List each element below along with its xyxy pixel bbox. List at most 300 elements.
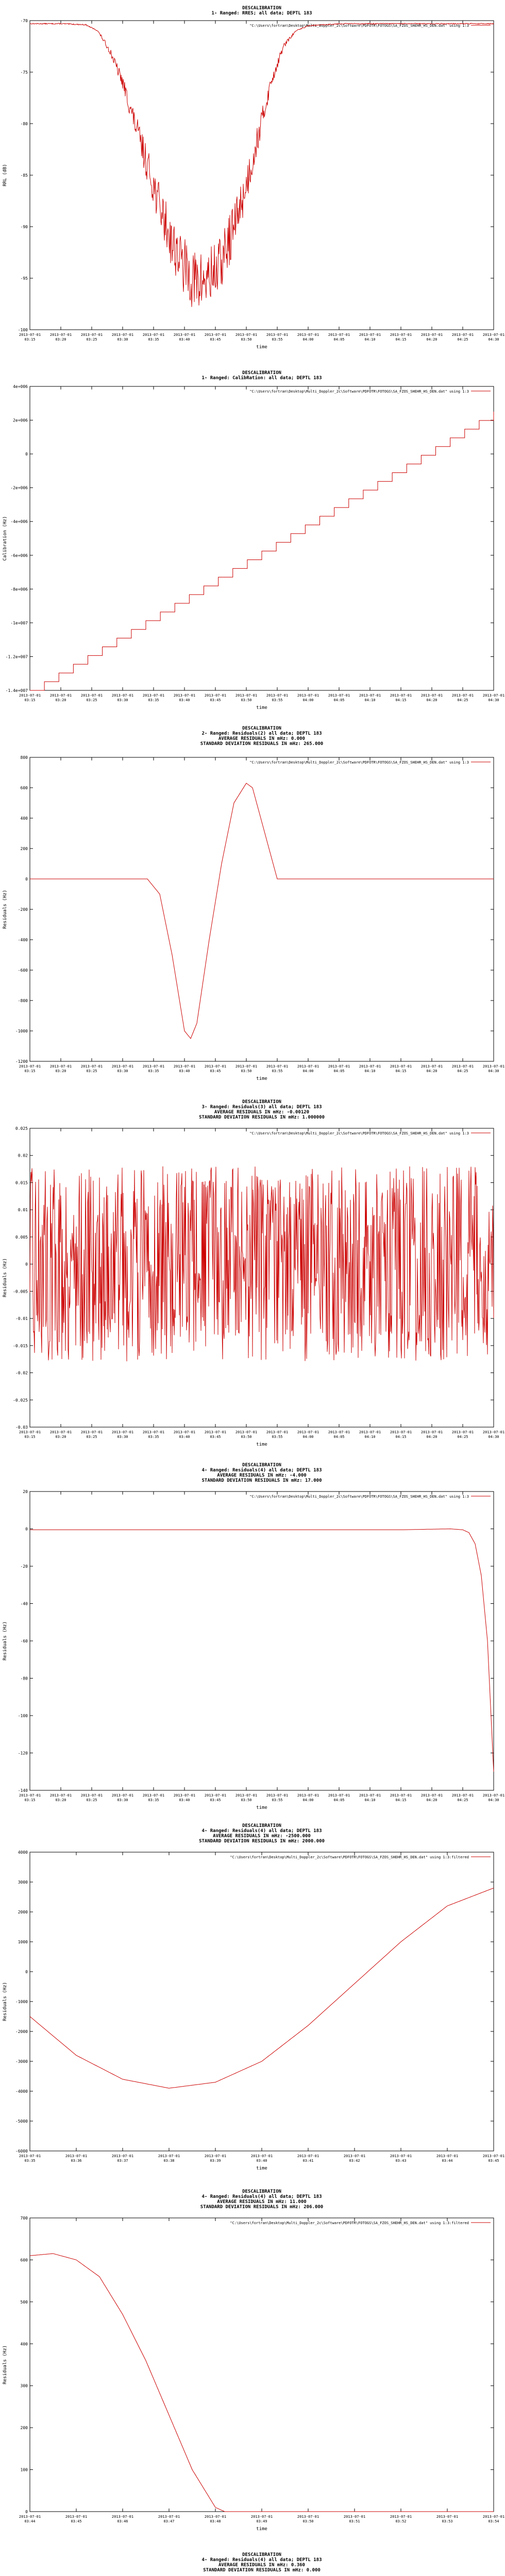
x-tick-label: 03:46 — [117, 2519, 128, 2523]
x-tick-label: 03:37 — [117, 2159, 128, 2163]
y-tick-label: -1200 — [15, 1059, 28, 1064]
x-tick-label: 2013-07-01 — [297, 2154, 319, 2158]
x-tick-label: 2013-07-01 — [482, 1064, 505, 1069]
y-tick-label: 500 — [20, 2299, 28, 2304]
chart-title-line: DESCALIBRATION — [242, 2552, 281, 2557]
x-tick-label: 2013-07-01 — [142, 1430, 165, 1434]
x-tick-label: 04:05 — [333, 1435, 345, 1439]
x-tick-label: 03:25 — [86, 337, 97, 342]
x-tick-label: 03:49 — [256, 2519, 267, 2523]
y-tick-label: 0 — [25, 1970, 28, 1974]
x-tick-label: 03:20 — [55, 1069, 66, 1073]
y-tick-label: -4000 — [15, 2089, 28, 2094]
y-tick-label: 0 — [25, 2510, 28, 2514]
x-tick-label: 03:35 — [24, 2159, 36, 2163]
x-tick-label: 03:54 — [488, 2519, 499, 2523]
y-tick-label: -3000 — [15, 2059, 28, 2064]
x-tick-label: 03:30 — [117, 1798, 128, 1802]
y-tick-label: 0.015 — [15, 1180, 28, 1185]
x-tick-label: 03:35 — [148, 1435, 159, 1439]
x-tick-label: 04:25 — [457, 337, 468, 342]
y-tick-label: 800 — [20, 755, 28, 760]
x-tick-label: 2013-07-01 — [49, 1793, 72, 1798]
y-tick-label: -6000 — [15, 2149, 28, 2154]
x-tick-label: 2013-07-01 — [328, 1064, 350, 1069]
legend-label: "C:\Users\fortran\Desktop\Multi_Doppler_2c\Software\PDFOTR\FOTOGS\SA_FZOS_SHEHR_HS_DEN.dat" using 1:3 — [249, 1495, 469, 1499]
x-tick-label: 03:44 — [442, 2159, 453, 2163]
y-axis-label: Residuals (Hz) — [3, 1258, 8, 1297]
series-line — [30, 1888, 494, 2089]
x-tick-label: 2013-07-01 — [266, 1430, 289, 1434]
x-tick-label: 03:50 — [302, 2519, 314, 2523]
x-tick-label: 2013-07-01 — [420, 1430, 443, 1434]
chart-title-line: DESCALIBRATION — [242, 6, 281, 11]
x-tick-label: 2013-07-01 — [173, 1793, 196, 1798]
x-tick-label: 2013-07-01 — [420, 1064, 443, 1069]
x-tick-label: 04:10 — [364, 337, 376, 342]
x-tick-label: 03:25 — [86, 1069, 97, 1073]
x-tick-label: 2013-07-01 — [436, 2154, 459, 2158]
x-tick-label: 04:30 — [488, 337, 499, 342]
y-tick-label: -2e+006 — [10, 485, 28, 490]
x-tick-label: 03:45 — [210, 1798, 221, 1802]
legend-label: "C:\Users\fortran\Desktop\Multi_Doppler_2c\Software\PDFOTR\FOTOGS\SA_FZOS_SHEHR_HS_DEN.dat" using 1:3 — [249, 1131, 469, 1136]
y-axis-label: Residuals (Hz) — [3, 1621, 8, 1660]
x-tick-label: 03:40 — [179, 337, 190, 342]
x-tick-label: 03:55 — [272, 1435, 283, 1439]
x-tick-label: 2013-07-01 — [158, 2515, 180, 2519]
x-tick-label: 2013-07-01 — [420, 1793, 443, 1798]
y-tick-label: -600 — [18, 968, 28, 973]
chart-title-line: 4- Ranged: Residuals(4) all data; DEPTL 183 — [201, 1468, 322, 1473]
x-tick-label: 04:10 — [364, 1798, 376, 1802]
x-tick-label: 04:10 — [364, 698, 376, 702]
x-tick-label: 2013-07-01 — [328, 1430, 350, 1434]
x-tick-label: 03:45 — [71, 2519, 82, 2523]
x-tick-label: 04:20 — [426, 337, 437, 342]
x-tick-label: 2013-07-01 — [111, 1430, 134, 1434]
chart-title-line: STANDARD DEVIATION RESIDUALS IN mHz: 206.000 — [200, 2205, 324, 2210]
chart-panel-4 — [3, 1099, 504, 1447]
x-axis-label: time — [256, 705, 267, 710]
x-tick-label: 2013-07-01 — [235, 1064, 258, 1069]
x-tick-label: 2013-07-01 — [19, 2154, 41, 2158]
x-tick-label: 2013-07-01 — [297, 1064, 319, 1069]
x-tick-label: 2013-07-01 — [451, 1064, 474, 1069]
x-axis-label: time — [256, 2527, 267, 2532]
y-tick-label: -80 — [20, 122, 28, 126]
chart-title-line: DESCALIBRATION — [242, 2189, 281, 2194]
legend-label: "C:\Users\fortran\Desktop\Multi_Doppler_2c\Software\PDFOTR\FOTOGS\SA_FZOS_SHEHR_HS_DEN.dat" using 1:3:filtered — [230, 1855, 469, 1859]
x-tick-label: 04:20 — [426, 1798, 437, 1802]
legend-label: "C:\Users\fortran\Desktop\Multi_Doppler_2c\Software\PDFOTR\FOTOGS\SA_FZOS_SHEHR_HS_DEN.dat" using 1:3 — [249, 389, 469, 394]
x-tick-label: 04:00 — [302, 1435, 314, 1439]
x-tick-label: 2013-07-01 — [297, 1793, 319, 1798]
x-tick-label: 2013-07-01 — [173, 693, 196, 698]
x-tick-label: 2013-07-01 — [482, 1430, 505, 1434]
plot-frame — [30, 1852, 494, 2151]
y-tick-label: 300 — [20, 2383, 28, 2388]
x-tick-label: 03:30 — [117, 698, 128, 702]
x-tick-label: 2013-07-01 — [111, 2515, 134, 2519]
x-tick-label: 2013-07-01 — [111, 1064, 134, 1069]
x-tick-label: 04:30 — [488, 1069, 499, 1073]
y-tick-label: -70 — [20, 19, 28, 23]
x-tick-label: 2013-07-01 — [80, 693, 103, 698]
x-tick-label: 2013-07-01 — [235, 333, 258, 337]
y-tick-label: 4e+006 — [13, 384, 28, 389]
chart-title-line: AVERAGE RESIDUALS IN mHz: 0.000 — [218, 736, 305, 741]
chart-title-line: AVERAGE RESIDUALS IN mHz: 11.000 — [217, 2199, 307, 2205]
x-tick-label: 2013-07-01 — [142, 333, 165, 337]
x-tick-label: 2013-07-01 — [49, 1430, 72, 1434]
x-tick-label: 2013-07-01 — [111, 1793, 134, 1798]
y-tick-label: 400 — [20, 2342, 28, 2347]
x-tick-label: 2013-07-01 — [80, 1793, 103, 1798]
x-tick-label: 2013-07-01 — [204, 2515, 227, 2519]
x-tick-label: 03:15 — [24, 698, 36, 702]
x-tick-label: 04:25 — [457, 698, 468, 702]
x-tick-label: 04:05 — [333, 698, 345, 702]
x-tick-label: 2013-07-01 — [19, 333, 41, 337]
y-tick-label: -90 — [20, 225, 28, 229]
chart-panel-6 — [3, 1823, 504, 2171]
chart-title-line: 4- Ranged: Residuals(4) all data; DEPTL 183 — [201, 2557, 322, 2563]
x-tick-label: 03:55 — [272, 698, 283, 702]
chart-title-line: AVERAGE RESIDUALS IN mHz: 0.360 — [218, 2563, 305, 2568]
x-axis-label: time — [256, 345, 267, 350]
chart-title-line: DESCALIBRATION — [242, 726, 281, 731]
x-tick-label: 2013-07-01 — [390, 333, 412, 337]
y-tick-label: -200 — [18, 907, 28, 912]
y-axis-label: Residuals (Hz) — [3, 890, 8, 929]
y-tick-label: -20 — [20, 1564, 28, 1569]
y-tick-label: 2e+006 — [13, 418, 28, 423]
x-tick-label: 2013-07-01 — [297, 333, 319, 337]
chart-title-line: AVERAGE RESIDUALS IN mHz: -0.00120 — [214, 1110, 310, 1115]
x-tick-label: 2013-07-01 — [19, 1793, 41, 1798]
y-tick-label: 0.005 — [15, 1234, 28, 1240]
x-tick-label: 04:00 — [302, 1798, 314, 1802]
series-line — [30, 1166, 494, 1361]
x-tick-label: 2013-07-01 — [266, 693, 289, 698]
x-tick-label: 03:25 — [86, 698, 97, 702]
y-tick-label: -1e+007 — [10, 620, 28, 625]
chart-panel-8 — [3, 2552, 504, 2576]
y-tick-label: 200 — [20, 846, 28, 851]
x-tick-label: 2013-07-01 — [235, 1793, 258, 1798]
x-tick-label: 03:53 — [442, 2519, 453, 2523]
x-tick-label: 2013-07-01 — [65, 2515, 88, 2519]
x-tick-label: 03:50 — [241, 1435, 252, 1439]
x-tick-label: 04:10 — [364, 1435, 376, 1439]
x-tick-label: 2013-07-01 — [266, 1793, 289, 1798]
x-tick-label: 03:52 — [395, 2519, 407, 2523]
x-tick-label: 2013-07-01 — [390, 2515, 412, 2519]
series-line — [30, 783, 494, 1039]
x-tick-label: 2013-07-01 — [204, 1793, 227, 1798]
y-tick-label: 2000 — [18, 1910, 28, 1914]
x-tick-label: 03:30 — [117, 1435, 128, 1439]
y-axis-label: Residuals (Hz) — [3, 1982, 8, 2021]
y-tick-label: 0.01 — [18, 1208, 28, 1213]
x-tick-label: 2013-07-01 — [328, 333, 350, 337]
y-tick-label: 400 — [20, 816, 28, 821]
x-tick-label: 04:00 — [302, 1069, 314, 1073]
y-tick-label: -5000 — [15, 2119, 28, 2124]
y-tick-label: -85 — [20, 173, 28, 178]
x-tick-label: 03:55 — [272, 337, 283, 342]
x-tick-label: 2013-07-01 — [111, 693, 134, 698]
plot-frame — [30, 757, 494, 1061]
y-tick-label: -8e+006 — [10, 587, 28, 592]
y-tick-label: -400 — [18, 938, 28, 942]
legend-label: "C:\Users\fortran\Desktop\Multi_Doppler_2c\Software\PDFOTR\FOTOGS\SA_FZOS_SHEHR_HS_DEN.dat" using 1:3:filtered — [230, 2221, 469, 2225]
x-tick-label: 2013-07-01 — [390, 1064, 412, 1069]
x-tick-label: 2013-07-01 — [158, 2154, 180, 2158]
x-tick-label: 03:40 — [179, 1798, 190, 1802]
y-tick-label: 600 — [20, 786, 28, 790]
x-tick-label: 2013-07-01 — [390, 1793, 412, 1798]
x-tick-label: 2013-07-01 — [451, 1430, 474, 1434]
y-tick-label: 20 — [23, 1489, 28, 1494]
x-tick-label: 03:36 — [71, 2159, 82, 2163]
x-tick-label: 2013-07-01 — [204, 2154, 227, 2158]
chart-title-line: AVERAGE RESIDUALS IN mHz: -2500.000 — [213, 1834, 311, 1839]
x-tick-label: 04:05 — [333, 1798, 345, 1802]
y-tick-label: -40 — [20, 1601, 28, 1606]
x-tick-label: 03:50 — [241, 1798, 252, 1802]
x-tick-label: 03:45 — [210, 337, 221, 342]
x-tick-label: 2013-07-01 — [19, 693, 41, 698]
x-tick-label: 04:25 — [457, 1798, 468, 1802]
x-tick-label: 03:50 — [241, 337, 252, 342]
x-tick-label: 03:40 — [256, 2159, 267, 2163]
chart-title-line: 3- Ranged: Residuals(3) all data; DEPTL 183 — [201, 1105, 322, 1110]
x-tick-label: 2013-07-01 — [49, 1064, 72, 1069]
x-axis-label: time — [256, 1076, 267, 1081]
x-tick-label: 04:15 — [395, 337, 407, 342]
x-tick-label: 03:40 — [179, 698, 190, 702]
x-tick-label: 2013-07-01 — [390, 693, 412, 698]
y-tick-label: -140 — [18, 1788, 28, 1793]
x-tick-label: 2013-07-01 — [111, 333, 134, 337]
chart-title-line: 2- Ranged: Residuals(2) all data; DEPTL 183 — [201, 731, 322, 736]
chart-title-line: STANDARD DEVIATION RESIDUALS IN mHz: 1.000000 — [199, 1115, 325, 1120]
chart-title-line: DESCALIBRATION — [242, 1099, 281, 1105]
x-tick-label: 2013-07-01 — [204, 693, 227, 698]
x-tick-label: 04:30 — [488, 1798, 499, 1802]
x-tick-label: 03:30 — [117, 337, 128, 342]
x-tick-label: 2013-07-01 — [142, 693, 165, 698]
x-tick-label: 03:55 — [272, 1069, 283, 1073]
x-tick-label: 03:15 — [24, 1069, 36, 1073]
x-tick-label: 04:30 — [488, 1435, 499, 1439]
y-tick-label: -100 — [18, 1714, 28, 1718]
x-tick-label: 03:50 — [241, 1069, 252, 1073]
plot-frame — [30, 386, 494, 690]
x-tick-label: 2013-07-01 — [482, 2154, 505, 2158]
series-line — [30, 2253, 494, 2512]
x-tick-label: 2013-07-01 — [297, 1430, 319, 1434]
chart-title-line: STANDARD DEVIATION RESIDUALS IN mHz: 0.000 — [203, 2568, 321, 2573]
x-tick-label: 04:25 — [457, 1069, 468, 1073]
x-tick-label: 03:55 — [272, 1798, 283, 1802]
x-tick-label: 2013-07-01 — [80, 333, 103, 337]
x-tick-label: 2013-07-01 — [436, 2515, 459, 2519]
chart-title-line: 4- Ranged: Residuals(4) all data; DEPTL 183 — [201, 1828, 322, 1834]
plot-frame — [30, 2218, 494, 2512]
y-tick-label: -0.015 — [13, 1343, 28, 1348]
x-tick-label: 2013-07-01 — [359, 333, 381, 337]
y-tick-label: 0 — [25, 452, 28, 457]
chart-title-line: STANDARD DEVIATION RESIDUALS IN mHz: 265.000 — [200, 741, 324, 747]
x-tick-label: 2013-07-01 — [80, 1064, 103, 1069]
x-tick-label: 04:15 — [395, 698, 407, 702]
chart-title-line: 4- Ranged: Residuals(4) all data; DEPTL 183 — [201, 2194, 322, 2199]
chart-panel-2 — [3, 370, 504, 710]
x-tick-label: 2013-07-01 — [173, 1430, 196, 1434]
chart-title-line: DESCALIBRATION — [242, 370, 281, 376]
x-tick-label: 2013-07-01 — [142, 1064, 165, 1069]
x-tick-label: 2013-07-01 — [19, 1430, 41, 1434]
x-tick-label: 03:45 — [210, 698, 221, 702]
y-tick-label: 700 — [20, 2216, 28, 2221]
x-tick-label: 04:30 — [488, 698, 499, 702]
y-tick-label: 600 — [20, 2258, 28, 2263]
legend-label: "C:\Users\fortran\Desktop\Multi_Doppler_2c\Software\PDFOTR\FOTOGS\SA_FZOS_SHEHR_HS_DEN.dat" using 1:3 — [249, 760, 469, 765]
x-tick-label: 2013-07-01 — [343, 2154, 366, 2158]
x-tick-label: 03:42 — [349, 2159, 360, 2163]
x-tick-label: 2013-07-01 — [297, 2515, 319, 2519]
y-tick-label: -60 — [20, 1639, 28, 1643]
x-tick-label: 2013-07-01 — [80, 1430, 103, 1434]
chart-panel-7 — [3, 2189, 504, 2532]
x-tick-label: 03:44 — [24, 2519, 36, 2523]
y-tick-label: -0.03 — [15, 1425, 28, 1430]
y-tick-label: -120 — [18, 1751, 28, 1756]
y-tick-label: -800 — [18, 998, 28, 1003]
x-tick-label: 03:40 — [179, 1069, 190, 1073]
y-tick-label: -2000 — [15, 2029, 28, 2034]
y-tick-label: 0 — [25, 877, 28, 882]
x-tick-label: 03:20 — [55, 1798, 66, 1802]
x-tick-label: 2013-07-01 — [204, 1430, 227, 1434]
y-tick-label: -0.005 — [13, 1289, 28, 1294]
x-tick-label: 03:48 — [210, 2519, 221, 2523]
x-tick-label: 2013-07-01 — [451, 693, 474, 698]
x-tick-label: 04:00 — [302, 337, 314, 342]
x-tick-label: 03:30 — [117, 1069, 128, 1073]
x-tick-label: 03:38 — [163, 2159, 175, 2163]
x-tick-label: 2013-07-01 — [328, 693, 350, 698]
chart-title-line: DESCALIBRATION — [242, 1823, 281, 1828]
x-tick-label: 04:15 — [395, 1798, 407, 1802]
chart-panel-1 — [3, 6, 504, 350]
chart-title-line: STANDARD DEVIATION RESIDUALS IN mHz: 17.000 — [201, 1478, 322, 1483]
x-tick-label: 2013-07-01 — [204, 333, 227, 337]
y-tick-label: 1000 — [18, 1940, 28, 1944]
chart-title-line: STANDARD DEVIATION RESIDUALS IN mHz: 2000.000 — [199, 1839, 325, 1844]
x-tick-label: 2013-07-01 — [359, 693, 381, 698]
x-tick-label: 03:35 — [148, 698, 159, 702]
y-tick-label: 200 — [20, 2426, 28, 2431]
x-tick-label: 2013-07-01 — [173, 1064, 196, 1069]
y-tick-label: -1000 — [15, 1999, 28, 2004]
y-tick-label: -0.02 — [15, 1370, 28, 1376]
x-tick-label: 03:35 — [148, 337, 159, 342]
x-tick-label: 2013-07-01 — [328, 1793, 350, 1798]
x-tick-label: 2013-07-01 — [65, 2154, 88, 2158]
x-tick-label: 2013-07-01 — [235, 1430, 258, 1434]
x-tick-label: 2013-07-01 — [343, 2515, 366, 2519]
legend-label: "C:\Users\fortran\Desktop\Multi_Doppler_2c\Software\PDFOTR\FOTOGS\SA_FZOS_SHEHR_HS_DEN.dat" using 1:3 — [249, 24, 469, 28]
x-tick-label: 03:20 — [55, 698, 66, 702]
x-axis-label: time — [256, 2166, 267, 2171]
x-tick-label: 03:35 — [148, 1069, 159, 1073]
chart-panel-5 — [3, 1463, 504, 1810]
x-tick-label: 03:43 — [395, 2159, 407, 2163]
x-tick-label: 04:05 — [333, 1069, 345, 1073]
x-tick-label: 2013-07-01 — [359, 1430, 381, 1434]
chart-title-line: 1- Ranged: CalibRation: all data; DEPTL 183 — [201, 376, 322, 381]
x-tick-label: 2013-07-01 — [482, 1793, 505, 1798]
x-tick-label: 03:25 — [86, 1798, 97, 1802]
series-line — [30, 1529, 494, 1772]
y-axis-label: RRL (dB) — [3, 164, 8, 187]
x-tick-label: 03:41 — [302, 2159, 314, 2163]
y-axis-label: Residuals (Hz) — [3, 2345, 8, 2384]
x-tick-label: 04:00 — [302, 698, 314, 702]
chart-title-line: 1- Ranged: RRES; all data; DEPTL 183 — [211, 11, 312, 16]
x-tick-label: 03:50 — [241, 698, 252, 702]
x-tick-label: 03:15 — [24, 1798, 36, 1802]
x-tick-label: 2013-07-01 — [19, 1064, 41, 1069]
y-tick-label: -1000 — [15, 1029, 28, 1033]
x-tick-label: 2013-07-01 — [390, 2154, 412, 2158]
x-tick-label: 2013-07-01 — [266, 1064, 289, 1069]
y-tick-label: -0.01 — [15, 1316, 28, 1321]
y-tick-label: -1.2e+007 — [5, 654, 28, 659]
series-line — [30, 23, 494, 307]
x-tick-label: 03:15 — [24, 337, 36, 342]
chart-panel-3 — [3, 726, 504, 1081]
y-tick-label: -1.4e+007 — [5, 688, 28, 693]
x-tick-label: 03:40 — [179, 1435, 190, 1439]
y-tick-label: -75 — [20, 70, 28, 75]
chart-title-line: DESCALIBRATION — [242, 1463, 281, 1468]
x-tick-label: 2013-07-01 — [235, 693, 258, 698]
x-tick-label: 2013-07-01 — [390, 1430, 412, 1434]
x-tick-label: 2013-07-01 — [49, 333, 72, 337]
x-tick-label: 2013-07-01 — [204, 1064, 227, 1069]
x-tick-label: 03:25 — [86, 1435, 97, 1439]
x-tick-label: 2013-07-01 — [451, 333, 474, 337]
x-tick-label: 2013-07-01 — [142, 1793, 165, 1798]
y-tick-label: 0 — [25, 1527, 28, 1532]
x-tick-label: 2013-07-01 — [266, 333, 289, 337]
x-tick-label: 03:39 — [210, 2159, 221, 2163]
x-tick-label: 2013-07-01 — [49, 693, 72, 698]
chart-title-line: AVERAGE RESIDUALS IN mHz: -4.000 — [217, 1473, 307, 1478]
x-tick-label: 03:51 — [349, 2519, 360, 2523]
x-tick-label: 2013-07-01 — [19, 2515, 41, 2519]
y-tick-label: -95 — [20, 276, 28, 281]
x-tick-label: 03:35 — [148, 1798, 159, 1802]
y-tick-label: -6e+006 — [10, 553, 28, 558]
x-tick-label: 2013-07-01 — [297, 693, 319, 698]
x-tick-label: 04:15 — [395, 1435, 407, 1439]
